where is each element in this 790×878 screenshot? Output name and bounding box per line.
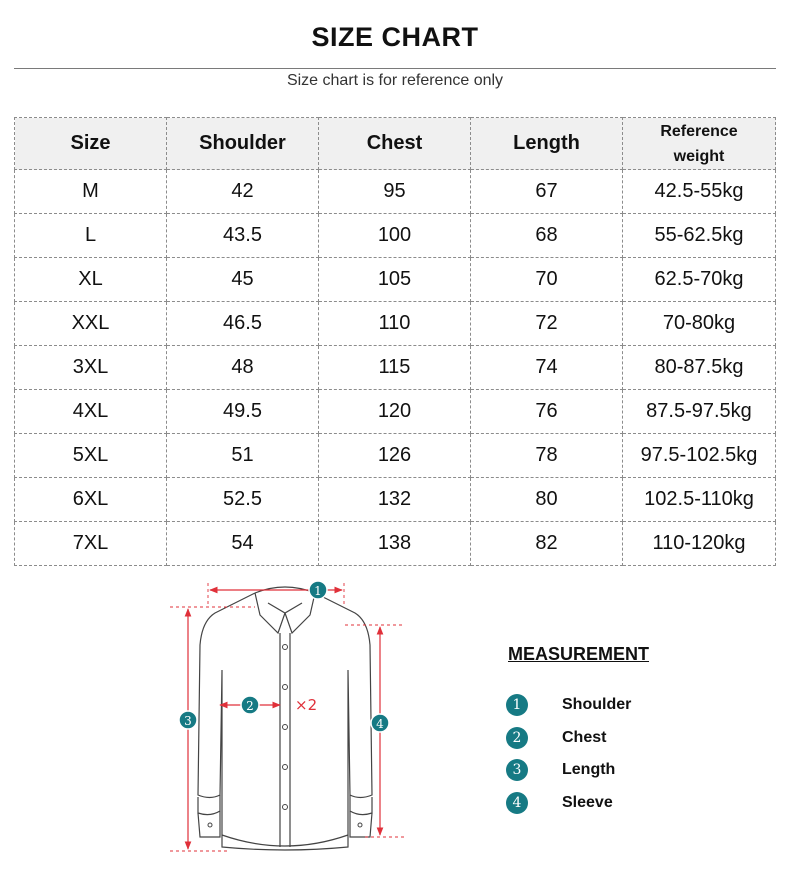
number-badge-icon: 4 — [506, 792, 528, 814]
header-shoulder: Shoulder — [167, 118, 319, 170]
table-header-row — [15, 118, 776, 170]
marker-badge-2 — [241, 696, 259, 714]
cell-weight: 110-120kg — [623, 522, 776, 566]
legend-item-shoulder — [506, 692, 706, 718]
page-title: SIZE CHART — [311, 22, 479, 52]
table-row — [15, 346, 776, 390]
cell-size: 3XL — [15, 346, 167, 390]
cell-chest: 138 — [319, 522, 471, 566]
cell-size: 4XL — [15, 390, 167, 434]
cell-length: 68 — [471, 214, 623, 258]
cell-shoulder: 52.5 — [167, 478, 319, 522]
cell-shoulder: 42 — [167, 170, 319, 214]
cell-shoulder: 54 — [167, 522, 319, 566]
cell-shoulder: 51 — [167, 434, 319, 478]
cell-length: 80 — [471, 478, 623, 522]
cell-size: L — [15, 214, 167, 258]
cell-length: 70 — [471, 258, 623, 302]
cell-size: XL — [15, 258, 167, 302]
legend-item-sleeve — [506, 790, 706, 816]
legend-label: Chest — [562, 729, 607, 746]
table-row — [15, 434, 776, 478]
svg-text:1: 1 — [314, 584, 322, 598]
legend-label: Sleeve — [562, 794, 613, 811]
legend-item-chest — [506, 725, 706, 751]
cell-chest: 120 — [319, 390, 471, 434]
cell-weight: 55-62.5kg — [623, 214, 776, 258]
shirt-outline-icon — [198, 587, 372, 850]
table-row — [15, 478, 776, 522]
cell-size: XXL — [15, 302, 167, 346]
size-table — [14, 117, 776, 566]
shirt-buttons — [208, 645, 362, 828]
title-divider — [14, 68, 776, 69]
cell-weight: 87.5-97.5kg — [623, 390, 776, 434]
number-badge-icon: 2 — [506, 727, 528, 749]
svg-text:4: 4 — [376, 717, 384, 731]
cell-chest: 110 — [319, 302, 471, 346]
header-length: Length — [471, 118, 623, 170]
legend-item-length — [506, 757, 706, 783]
cell-size: M — [15, 170, 167, 214]
header-reference-weight: Reference weight — [623, 118, 776, 170]
cell-size: 5XL — [15, 434, 167, 478]
table-row — [15, 214, 776, 258]
cell-length: 78 — [471, 434, 623, 478]
cell-chest: 95 — [319, 170, 471, 214]
chest-multiplier-label: ×2 — [295, 696, 318, 714]
cell-shoulder: 48 — [167, 346, 319, 390]
number-badge-icon: 3 — [506, 759, 528, 781]
table-row — [15, 258, 776, 302]
cell-chest: 132 — [319, 478, 471, 522]
cell-chest: 115 — [319, 346, 471, 390]
cell-shoulder: 46.5 — [167, 302, 319, 346]
cell-size: 7XL — [15, 522, 167, 566]
cell-weight: 70-80kg — [623, 302, 776, 346]
cell-chest: 126 — [319, 434, 471, 478]
cell-weight: 102.5-110kg — [623, 478, 776, 522]
number-badge-icon: 1 — [506, 694, 528, 716]
table-row — [15, 302, 776, 346]
header-chest: Chest — [319, 118, 471, 170]
cell-weight: 62.5-70kg — [623, 258, 776, 302]
table-row — [15, 170, 776, 214]
cell-length: 76 — [471, 390, 623, 434]
cell-chest: 105 — [319, 258, 471, 302]
marker-badge-3 — [179, 711, 197, 729]
cell-chest: 100 — [319, 214, 471, 258]
cell-size: 6XL — [15, 478, 167, 522]
shirt-diagram — [160, 575, 410, 865]
measurement-title: MEASUREMENT — [508, 644, 650, 664]
table-row — [15, 390, 776, 434]
cell-length: 82 — [471, 522, 623, 566]
table-row — [15, 522, 776, 566]
cell-weight: 42.5-55kg — [623, 170, 776, 214]
cell-weight: 97.5-102.5kg — [623, 434, 776, 478]
cell-shoulder: 49.5 — [167, 390, 319, 434]
cell-length: 67 — [471, 170, 623, 214]
measurement-arrows — [188, 590, 380, 849]
cell-shoulder: 43.5 — [167, 214, 319, 258]
cell-weight: 80-87.5kg — [623, 346, 776, 390]
cell-length: 72 — [471, 302, 623, 346]
legend-label: Length — [562, 761, 616, 778]
svg-text:2: 2 — [246, 699, 254, 713]
header-size: Size — [15, 118, 167, 170]
marker-badge-4 — [371, 714, 389, 732]
cell-length: 74 — [471, 346, 623, 390]
page-subtitle: Size chart is for reference only — [286, 72, 504, 89]
svg-text:3: 3 — [184, 714, 192, 728]
cell-shoulder: 45 — [167, 258, 319, 302]
marker-badge-1 — [309, 581, 327, 599]
legend-label: Shoulder — [562, 696, 632, 713]
